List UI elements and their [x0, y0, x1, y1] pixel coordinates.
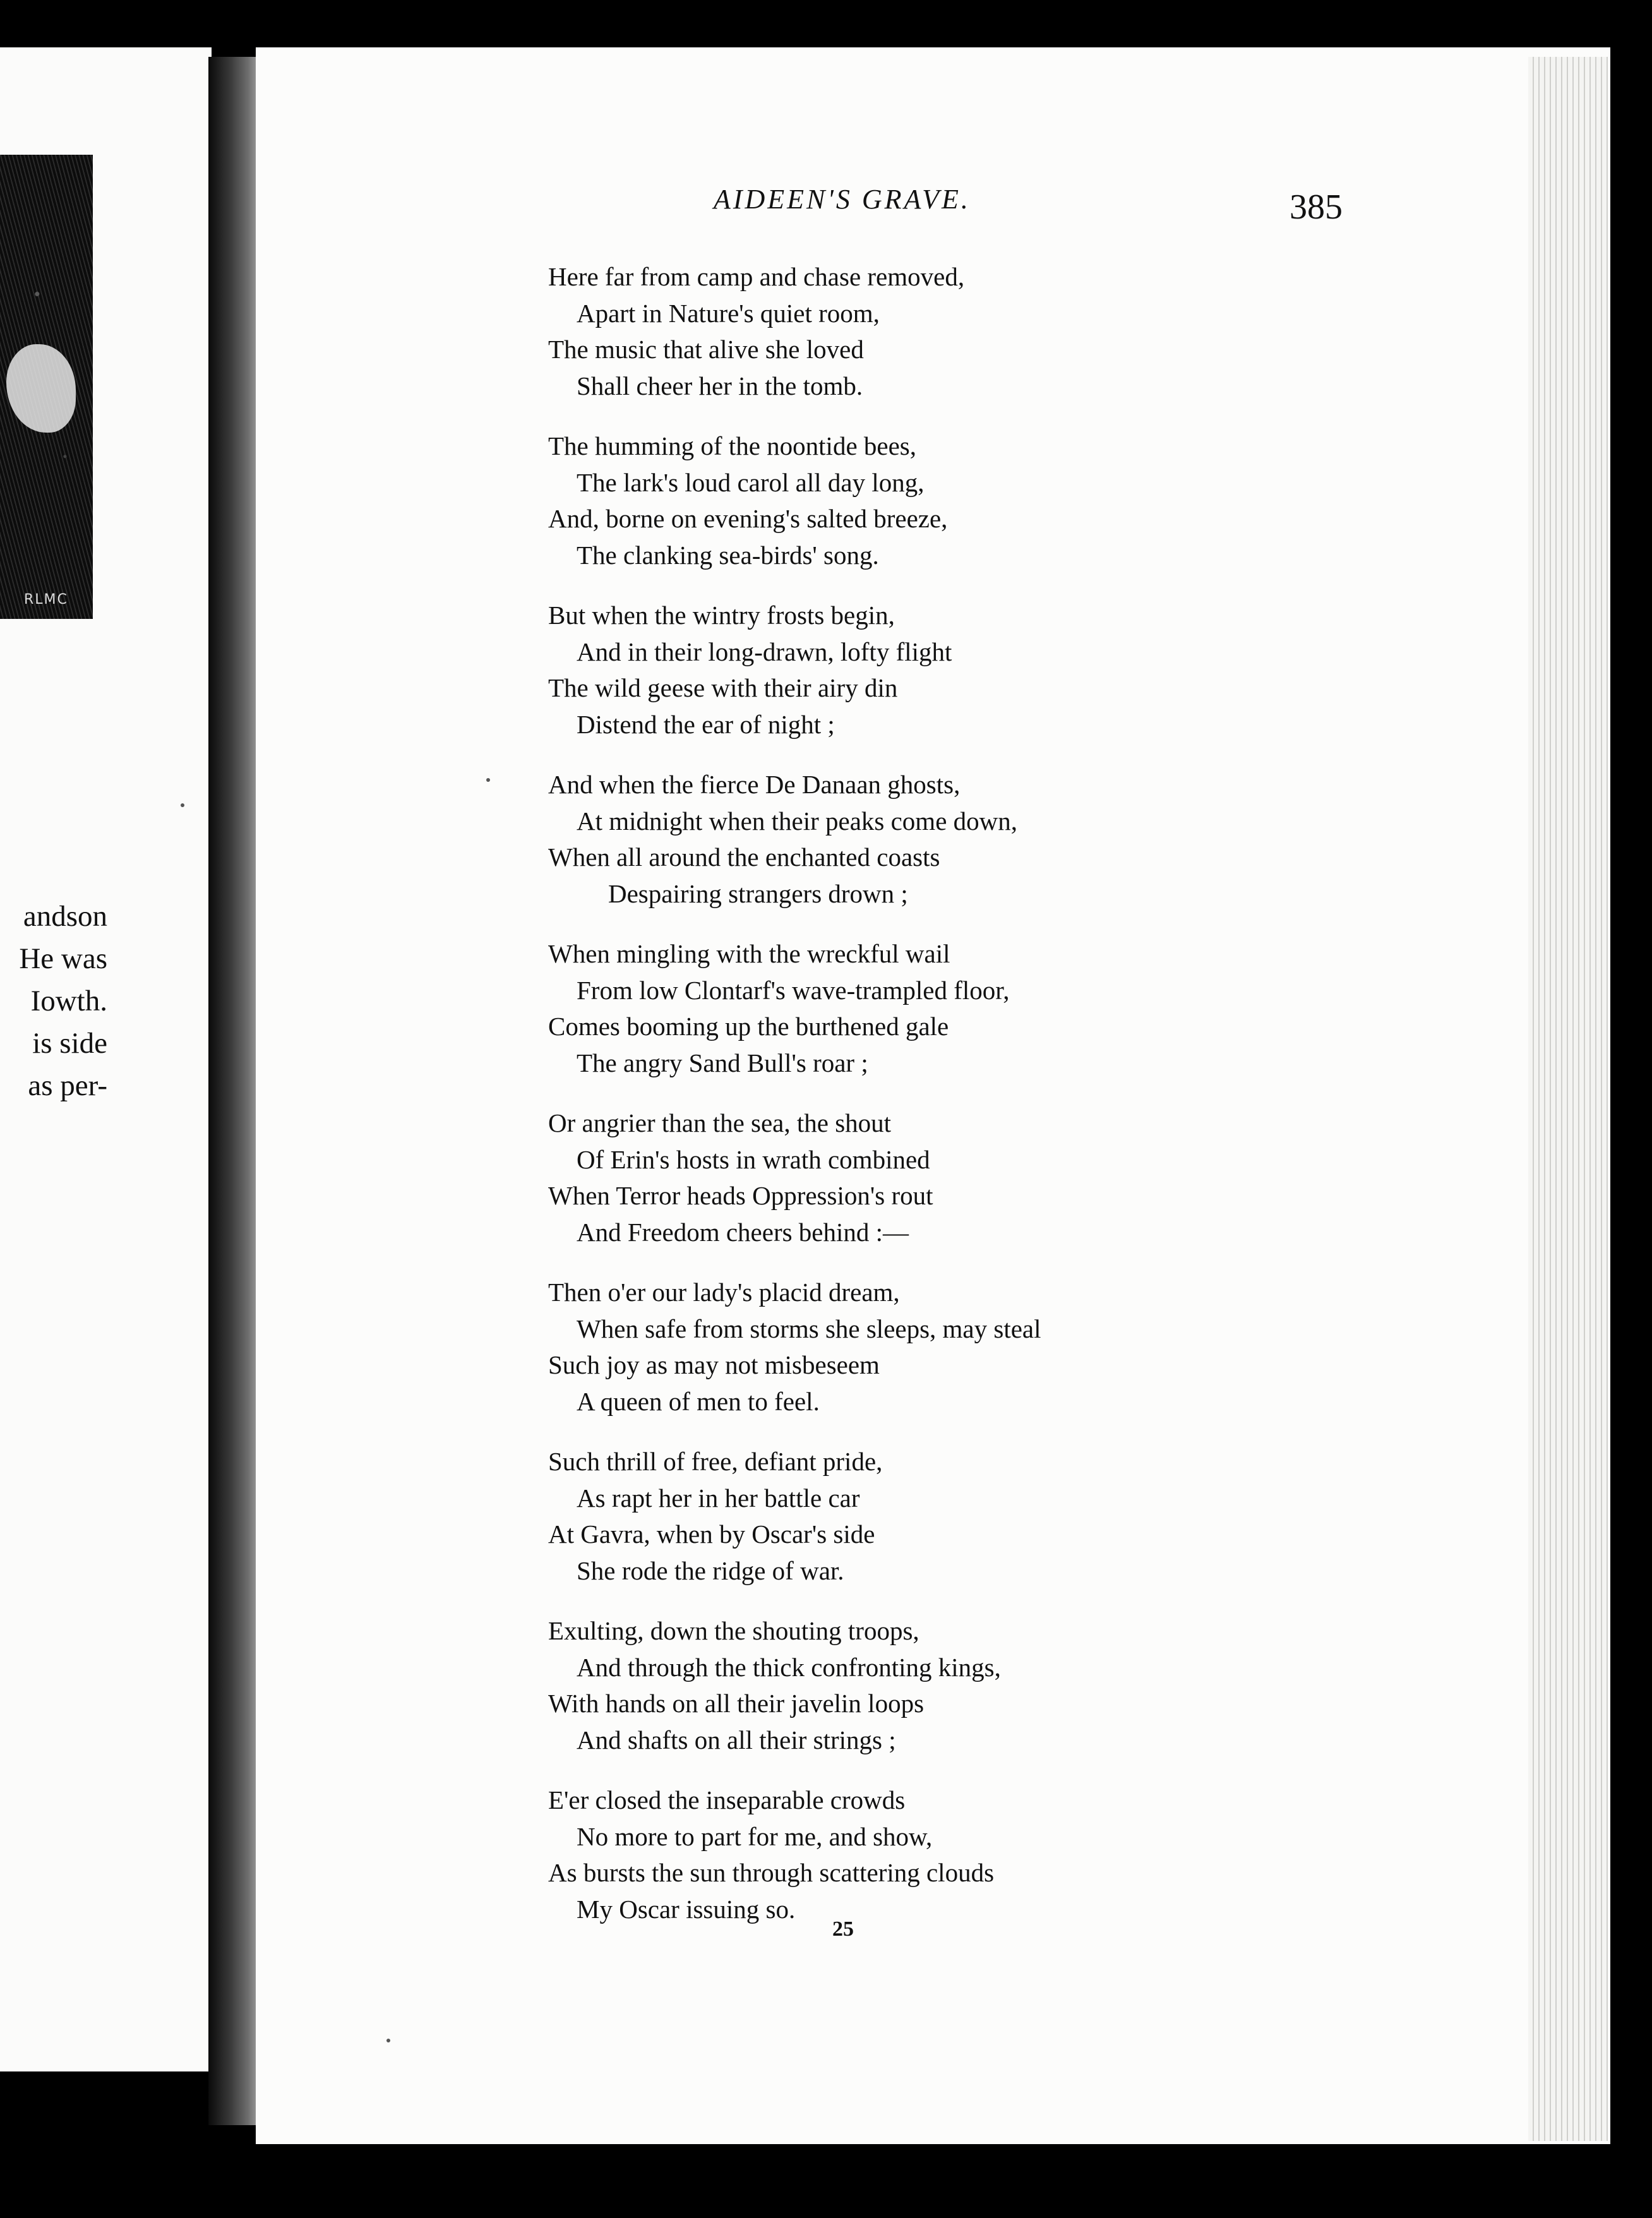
poem-line: Or angrier than the sea, the shout — [548, 1108, 892, 1137]
poem-line: With hands on all their javelin loops — [548, 1689, 925, 1718]
poem-line: Apart in Nature's quiet room, — [577, 298, 880, 328]
poem-line: Distend the ear of night ; — [577, 709, 835, 739]
poem-line: When all around the enchanted coasts — [548, 842, 940, 872]
stanza — [548, 936, 1041, 1081]
poem-line: A queen of men to feel. — [577, 1386, 820, 1416]
ink-speck — [181, 803, 184, 807]
poem-line: At Gavra, when by Oscar's side — [548, 1520, 875, 1549]
stanza — [548, 1613, 1041, 1758]
poem-line: And, borne on evening's salted breeze, — [548, 504, 948, 533]
page-number: 385 — [1290, 188, 1343, 227]
poem-line: As bursts the sun through scattering clouds — [548, 1858, 995, 1887]
poem-line: The lark's loud carol all day long, — [577, 467, 925, 497]
left-text-line: is side — [32, 1027, 107, 1060]
poem-line: And when the fierce De Danaan ghosts, — [548, 770, 961, 799]
poem-line: No more to part for me, and show, — [577, 1821, 933, 1851]
poem-line: The humming of the noontide bees, — [548, 431, 916, 460]
poem-text — [548, 259, 1041, 1951]
poem-line: At midnight when their peaks come down, — [577, 806, 1018, 836]
left-text-line: as per- — [28, 1069, 107, 1102]
poem-line: The music that alive she loved — [548, 335, 864, 364]
poem-line: And shafts on all their strings ; — [577, 1725, 896, 1754]
poem-line: Comes booming up the burthened gale — [548, 1012, 949, 1041]
poem-line: From low Clontarf's wave-trampled floor, — [577, 975, 1010, 1005]
woodcut-illustration — [0, 155, 93, 619]
printer-signature-mark: 25 — [832, 1917, 854, 1941]
book-spine-gutter — [208, 57, 258, 2125]
stanza — [548, 428, 1041, 573]
running-head: AIDEEN'S GRAVE. — [714, 184, 971, 215]
stanza — [548, 1782, 1041, 1927]
stanza — [548, 597, 1041, 743]
poem-line: She rode the ridge of war. — [577, 1556, 844, 1585]
poem-line: Here far from camp and chase removed, — [548, 262, 965, 291]
poem-line: But when the wintry frosts begin, — [548, 601, 895, 630]
poem-line: My Oscar issuing so. — [577, 1894, 796, 1924]
poem-line: The wild geese with their airy din — [548, 673, 898, 702]
page-edges — [1528, 57, 1608, 2141]
poem-line: E'er closed the inseparable crowds — [548, 1785, 906, 1814]
left-text-line: He was — [19, 942, 107, 975]
illustration-highlight — [6, 344, 76, 433]
poem-line: When safe from storms she sleeps, may steal — [577, 1314, 1041, 1343]
poem-line: And Freedom cheers behind :— — [577, 1217, 909, 1247]
left-page-text — [0, 896, 107, 1107]
illustration-signature: RLMC — [24, 592, 68, 608]
left-text-line: Iowth. — [30, 985, 107, 1017]
stanza — [548, 767, 1041, 912]
stanza — [548, 1444, 1041, 1589]
stanza — [548, 1274, 1041, 1420]
poem-line: The clanking sea-birds' song. — [577, 540, 879, 570]
stanza — [548, 259, 1041, 404]
poem-line: Then o'er our lady's placid dream, — [548, 1278, 900, 1307]
left-text-line: andson — [23, 900, 107, 933]
poem-line: Such joy as may not misbeseem — [548, 1350, 880, 1379]
poem-line: Of Erin's hosts in wrath combined — [577, 1144, 930, 1174]
ink-speck — [386, 2039, 390, 2042]
poem-line: Shall cheer her in the tomb. — [577, 371, 863, 400]
poem-line: And through the thick confronting kings, — [577, 1652, 1001, 1682]
poem-line: When mingling with the wreckful wail — [548, 939, 950, 968]
poem-line: Such thrill of free, defiant pride, — [548, 1447, 883, 1476]
ink-speck — [486, 778, 490, 782]
poem-line: Despairing strangers drown ; — [608, 878, 908, 908]
poem-line: As rapt her in her battle car — [577, 1483, 860, 1513]
poem-line: The angry Sand Bull's roar ; — [577, 1048, 868, 1077]
stanza — [548, 1105, 1041, 1250]
poem-line: When Terror heads Oppression's rout — [548, 1181, 933, 1210]
poem-line: Exulting, down the shouting troops, — [548, 1616, 919, 1645]
poem-line: And in their long-drawn, lofty flight — [577, 637, 952, 666]
